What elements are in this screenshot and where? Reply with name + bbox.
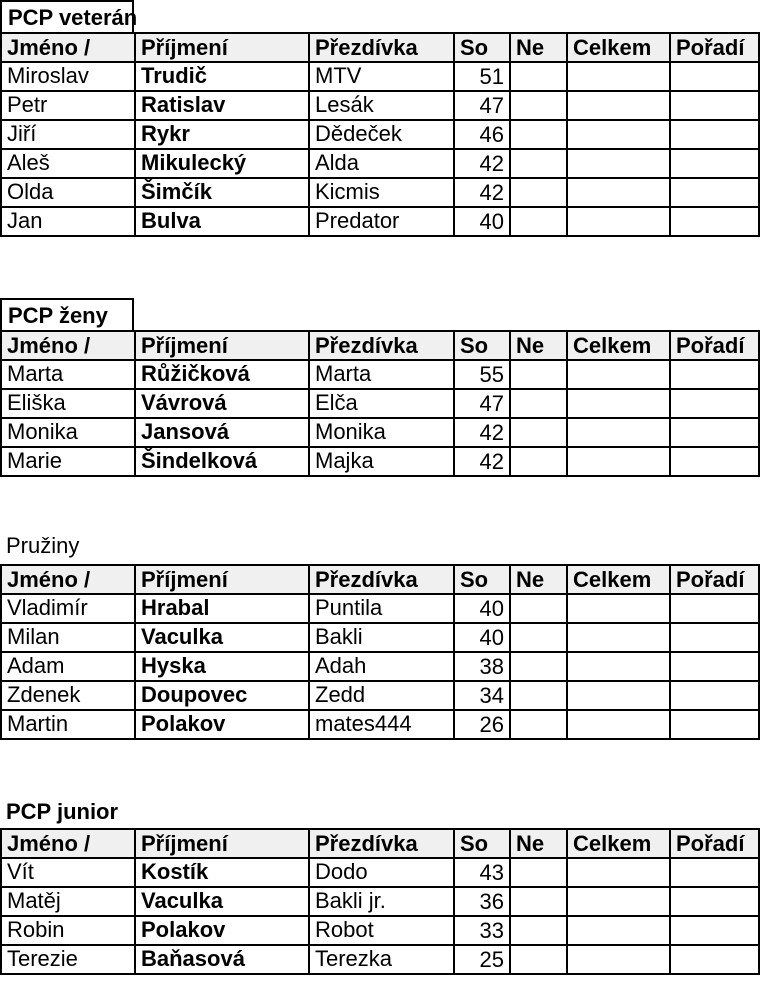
total-cell — [567, 91, 670, 120]
rank-cell — [670, 710, 759, 739]
nickname-cell: Adah — [309, 652, 454, 681]
last-name-cell: Vávrová — [135, 389, 309, 418]
first-name-cell: Aleš — [1, 149, 135, 178]
so-cell: 34 — [454, 681, 510, 710]
last-name-cell: Šindelková — [135, 447, 309, 476]
table-row — [1, 149, 759, 178]
col-header-nickname: Přezdívka — [309, 331, 454, 360]
rank-cell — [670, 178, 759, 207]
nickname-cell: Lesák — [309, 91, 454, 120]
table-row — [1, 710, 759, 739]
last-name-cell: Trudič — [135, 62, 309, 91]
nickname-cell: Zedd — [309, 681, 454, 710]
ne-cell — [510, 945, 567, 974]
results-table — [0, 330, 760, 477]
table-row — [1, 120, 759, 149]
header-row — [1, 33, 759, 62]
total-cell — [567, 945, 670, 974]
so-cell: 40 — [454, 623, 510, 652]
col-header-ne: Ne — [510, 331, 567, 360]
nickname-cell: Monika — [309, 418, 454, 447]
ne-cell — [510, 91, 567, 120]
rank-cell — [670, 447, 759, 476]
ne-cell — [510, 887, 567, 916]
col-header-total: Celkem — [567, 331, 670, 360]
ne-cell — [510, 916, 567, 945]
nickname-cell: mates444 — [309, 710, 454, 739]
total-cell — [567, 594, 670, 623]
rank-cell — [670, 858, 759, 887]
first-name-cell: Terezie — [1, 945, 135, 974]
last-name-cell: Rykr — [135, 120, 309, 149]
total-cell — [567, 62, 670, 91]
nickname-cell: Bakli jr. — [309, 887, 454, 916]
col-header-first-name: Jméno / — [1, 331, 135, 360]
rank-cell — [670, 120, 759, 149]
nickname-cell: Marta — [309, 360, 454, 389]
rank-cell — [670, 681, 759, 710]
first-name-cell: Matěj — [1, 887, 135, 916]
col-header-last-name: Příjmení — [135, 565, 309, 594]
rank-cell — [670, 389, 759, 418]
col-header-ne: Ne — [510, 565, 567, 594]
first-name-cell: Adam — [1, 652, 135, 681]
first-name-cell: Milan — [1, 623, 135, 652]
first-name-cell: Miroslav — [1, 62, 135, 91]
ne-cell — [510, 858, 567, 887]
ne-cell — [510, 207, 567, 236]
so-cell: 38 — [454, 652, 510, 681]
table-row — [1, 945, 759, 974]
first-name-cell: Marie — [1, 447, 135, 476]
header-row — [1, 565, 759, 594]
nickname-cell: Puntila — [309, 594, 454, 623]
col-header-rank: Pořadí — [670, 33, 759, 62]
col-header-first-name: Jméno / — [1, 565, 135, 594]
first-name-cell: Vít — [1, 858, 135, 887]
table-row — [1, 91, 759, 120]
so-cell: 42 — [454, 418, 510, 447]
ne-cell — [510, 594, 567, 623]
rank-cell — [670, 360, 759, 389]
header-row — [1, 829, 759, 858]
results-table — [0, 32, 760, 237]
rank-cell — [670, 623, 759, 652]
rank-cell — [670, 91, 759, 120]
total-cell — [567, 623, 670, 652]
ne-cell — [510, 120, 567, 149]
so-cell: 43 — [454, 858, 510, 887]
header-row — [1, 331, 759, 360]
table-row — [1, 178, 759, 207]
table-row — [1, 916, 759, 945]
col-header-rank: Pořadí — [670, 565, 759, 594]
last-name-cell: Jansová — [135, 418, 309, 447]
total-cell — [567, 178, 670, 207]
col-header-last-name: Příjmení — [135, 331, 309, 360]
first-name-cell: Zdenek — [1, 681, 135, 710]
section-title: Pružiny — [6, 533, 80, 558]
rank-cell — [670, 652, 759, 681]
col-header-last-name: Příjmení — [135, 33, 309, 62]
ne-cell — [510, 149, 567, 178]
nickname-cell: Alda — [309, 149, 454, 178]
last-name-cell: Šimčík — [135, 178, 309, 207]
so-cell: 46 — [454, 120, 510, 149]
last-name-cell: Růžičková — [135, 360, 309, 389]
col-header-ne: Ne — [510, 33, 567, 62]
first-name-cell: Vladimír — [1, 594, 135, 623]
col-header-so: So — [454, 33, 510, 62]
col-header-last-name: Příjmení — [135, 829, 309, 858]
last-name-cell: Polakov — [135, 916, 309, 945]
total-cell — [567, 389, 670, 418]
so-cell: 51 — [454, 62, 510, 91]
ne-cell — [510, 710, 567, 739]
total-cell — [567, 681, 670, 710]
total-cell — [567, 916, 670, 945]
col-header-nickname: Přezdívka — [309, 829, 454, 858]
total-cell — [567, 120, 670, 149]
rank-cell — [670, 887, 759, 916]
results-table — [0, 828, 760, 975]
table-row — [1, 360, 759, 389]
last-name-cell: Kostík — [135, 858, 309, 887]
last-name-cell: Polakov — [135, 710, 309, 739]
ne-cell — [510, 681, 567, 710]
so-cell: 40 — [454, 207, 510, 236]
table-row — [1, 594, 759, 623]
ne-cell — [510, 178, 567, 207]
first-name-cell: Jan — [1, 207, 135, 236]
last-name-cell: Mikulecký — [135, 149, 309, 178]
col-header-total: Celkem — [567, 829, 670, 858]
so-cell: 40 — [454, 594, 510, 623]
col-header-first-name: Jméno / — [1, 33, 135, 62]
col-header-ne: Ne — [510, 829, 567, 858]
ne-cell — [510, 389, 567, 418]
col-header-total: Celkem — [567, 565, 670, 594]
section-title: PCP ženy — [0, 298, 134, 330]
col-header-first-name: Jméno / — [1, 829, 135, 858]
table-row — [1, 207, 759, 236]
rank-cell — [670, 62, 759, 91]
section-title: PCP junior — [6, 799, 119, 824]
ne-cell — [510, 62, 567, 91]
first-name-cell: Robin — [1, 916, 135, 945]
nickname-cell: Bakli — [309, 623, 454, 652]
total-cell — [567, 207, 670, 236]
ne-cell — [510, 623, 567, 652]
so-cell: 42 — [454, 178, 510, 207]
col-header-total: Celkem — [567, 33, 670, 62]
first-name-cell: Eliška — [1, 389, 135, 418]
ne-cell — [510, 360, 567, 389]
rank-cell — [670, 594, 759, 623]
nickname-cell: Robot — [309, 916, 454, 945]
so-cell: 42 — [454, 149, 510, 178]
first-name-cell: Petr — [1, 91, 135, 120]
ne-cell — [510, 447, 567, 476]
col-header-so: So — [454, 331, 510, 360]
col-header-rank: Pořadí — [670, 829, 759, 858]
total-cell — [567, 149, 670, 178]
nickname-cell: Elča — [309, 389, 454, 418]
table-row — [1, 887, 759, 916]
total-cell — [567, 858, 670, 887]
last-name-cell: Vaculka — [135, 623, 309, 652]
table-row — [1, 623, 759, 652]
first-name-cell: Marta — [1, 360, 135, 389]
total-cell — [567, 710, 670, 739]
col-header-nickname: Přezdívka — [309, 565, 454, 594]
first-name-cell: Martin — [1, 710, 135, 739]
table-row — [1, 652, 759, 681]
nickname-cell: MTV — [309, 62, 454, 91]
last-name-cell: Hyska — [135, 652, 309, 681]
ne-cell — [510, 652, 567, 681]
results-table — [0, 564, 760, 740]
so-cell: 25 — [454, 945, 510, 974]
nickname-cell: Kicmis — [309, 178, 454, 207]
total-cell — [567, 418, 670, 447]
last-name-cell: Doupovec — [135, 681, 309, 710]
rank-cell — [670, 945, 759, 974]
last-name-cell: Baňasová — [135, 945, 309, 974]
first-name-cell: Jiří — [1, 120, 135, 149]
first-name-cell: Olda — [1, 178, 135, 207]
rank-cell — [670, 149, 759, 178]
nickname-cell: Dodo — [309, 858, 454, 887]
so-cell: 33 — [454, 916, 510, 945]
col-header-so: So — [454, 829, 510, 858]
col-header-rank: Pořadí — [670, 331, 759, 360]
so-cell: 36 — [454, 887, 510, 916]
rank-cell — [670, 916, 759, 945]
total-cell — [567, 887, 670, 916]
nickname-cell: Terezka — [309, 945, 454, 974]
so-cell: 47 — [454, 91, 510, 120]
table-row — [1, 389, 759, 418]
total-cell — [567, 360, 670, 389]
nickname-cell: Majka — [309, 447, 454, 476]
so-cell: 42 — [454, 447, 510, 476]
nickname-cell: Predator — [309, 207, 454, 236]
last-name-cell: Bulva — [135, 207, 309, 236]
table-row — [1, 447, 759, 476]
col-header-nickname: Přezdívka — [309, 33, 454, 62]
table-row — [1, 418, 759, 447]
last-name-cell: Hrabal — [135, 594, 309, 623]
total-cell — [567, 447, 670, 476]
so-cell: 47 — [454, 389, 510, 418]
ne-cell — [510, 418, 567, 447]
so-cell: 26 — [454, 710, 510, 739]
section-title: PCP veterán — [0, 0, 134, 32]
last-name-cell: Vaculka — [135, 887, 309, 916]
table-row — [1, 62, 759, 91]
rank-cell — [670, 207, 759, 236]
first-name-cell: Monika — [1, 418, 135, 447]
so-cell: 55 — [454, 360, 510, 389]
total-cell — [567, 652, 670, 681]
nickname-cell: Dědeček — [309, 120, 454, 149]
last-name-cell: Ratislav — [135, 91, 309, 120]
table-row — [1, 858, 759, 887]
table-row — [1, 681, 759, 710]
col-header-so: So — [454, 565, 510, 594]
rank-cell — [670, 418, 759, 447]
